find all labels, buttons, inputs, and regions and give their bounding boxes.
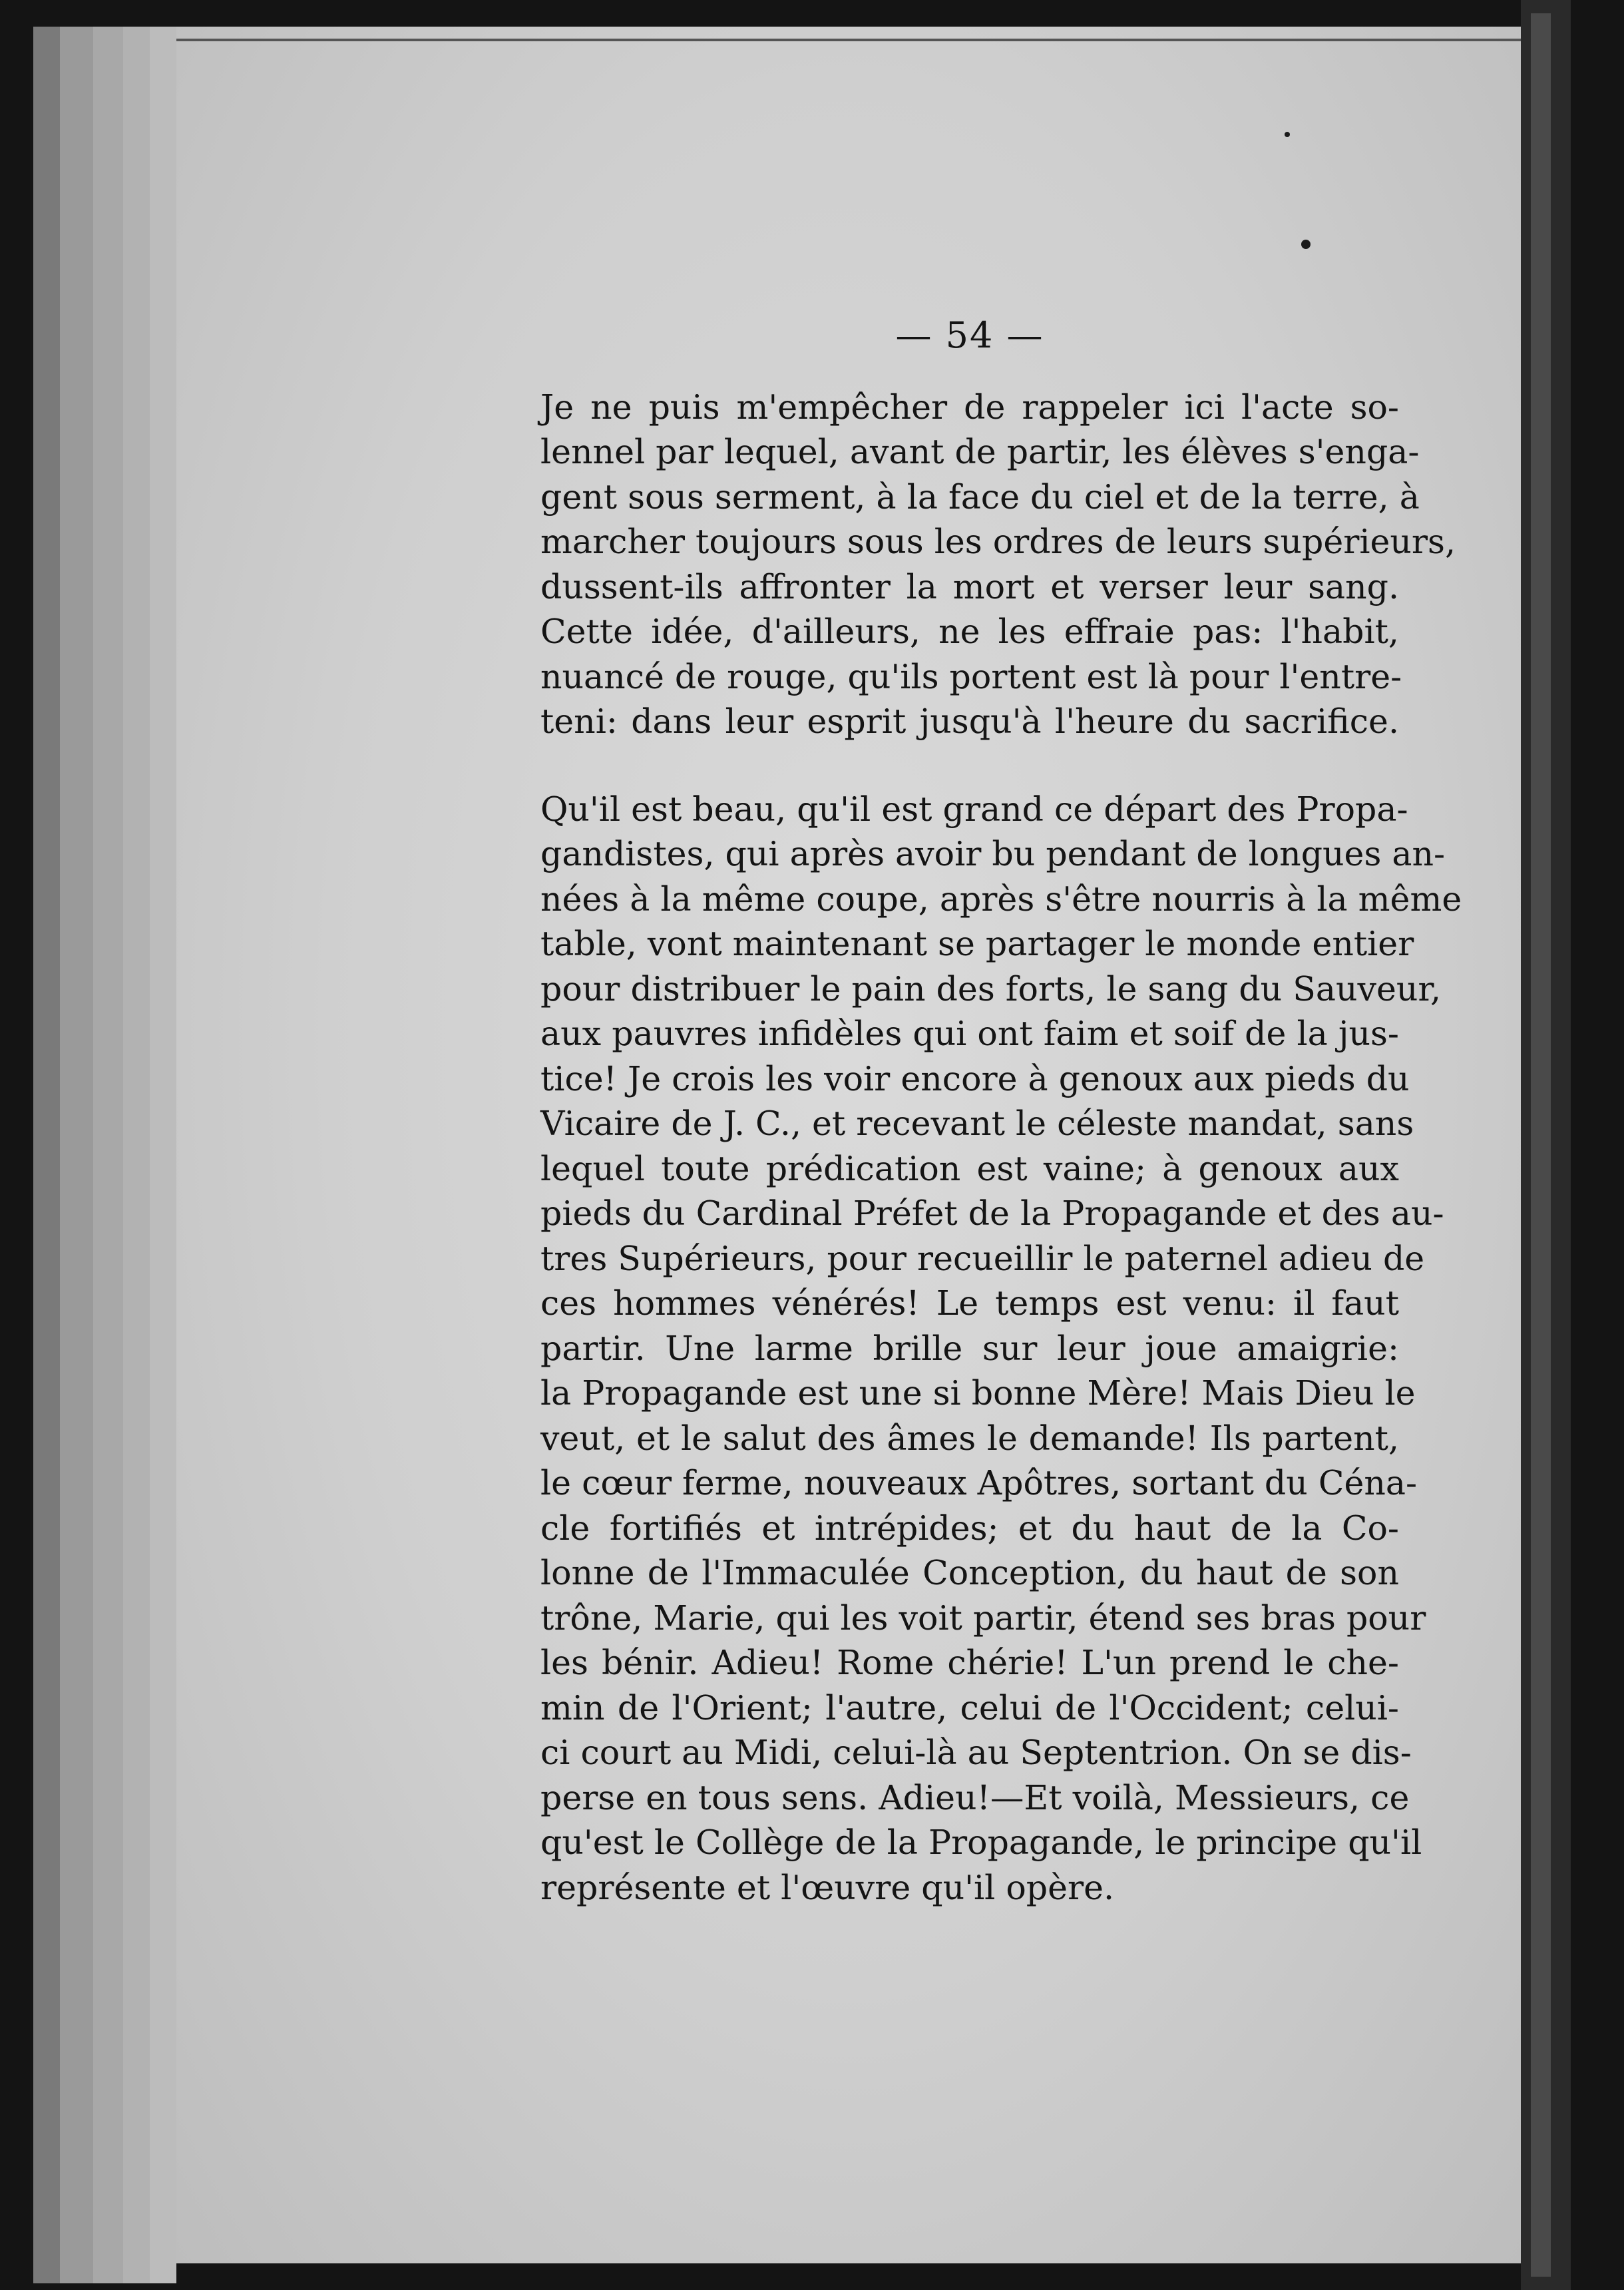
page-number: — 54 — [895,314,1044,356]
page-edge [33,27,60,2283]
page-edge [60,27,93,2283]
text-line: teni: dans leur esprit jusqu'à l'heure du sacrifice. [540,702,1399,741]
text-line: Qu'il est beau, qu'il est grand ce départ des Propa- [540,789,1408,829]
paragraph-1 [540,385,1456,744]
text-line: le cœur ferme, nouveaux Apôtres, sortant du Céna- [540,1463,1418,1502]
text-line: lonne de l'Immaculée Conception, du haut de son [540,1553,1399,1592]
text-line: nuancé de rouge, qu'ils portent est là pour l'entre- [540,656,1402,696]
page-edge [123,27,150,2283]
ink-speck [1301,240,1311,249]
page-edge [93,27,123,2283]
page-top-edge [176,39,1521,41]
text-line: tres Supérieurs, pour recueillir le paternel adieu de [540,1238,1425,1278]
ink-speck [1285,132,1290,137]
text-line: min de l'Orient; l'autre, celui de l'Occident; celui- [540,1688,1399,1727]
text-line: Vicaire de J. C., et recevant le céleste mandat, sans [540,1104,1414,1143]
text-line: perse en tous sens. Adieu!—Et voilà, Messieurs, ce [540,1777,1410,1817]
text-line: ces hommes vénérés! Le temps est venu: il faut [540,1283,1399,1323]
text-line: Je ne puis m'empêcher de rappeler ici l'acte so- [540,387,1399,427]
text-line: lequel toute prédication est vaine; à genoux aux [540,1148,1399,1188]
text-line: pour distribuer le pain des forts, le sang du Sauveur, [540,969,1442,1009]
text-line: Cette idée, d'ailleurs, ne les effraie pas: l'habit, [540,612,1399,651]
text-line: tice! Je crois les voir encore à genoux aux pieds du [540,1058,1410,1098]
text-line: ci court au Midi, celui-là au Septentrion. On se dis- [540,1733,1412,1772]
text-line: dussent-ils affronter la mort et verser leur sang. [540,567,1399,606]
text-line: représente et l'œuvre qu'il opère. [540,1867,1115,1907]
text-line: la Propagande est une si bonne Mère! Mais Dieu le [540,1373,1416,1413]
text-line: veut, et le salut des âmes le demande! Ils partent, [540,1418,1399,1458]
page-right-edge-inner [1531,13,1551,2277]
text-line: table, vont maintenant se partager le monde entier [540,924,1414,963]
text-line: partir. Une larme brille sur leur joue amaigrie: [540,1328,1399,1368]
paragraph-gap [540,744,1399,787]
text-line: les bénir. Adieu! Rome chérie! L'un prend le che- [540,1643,1399,1682]
text-line: gent sous serment, à la face du ciel et de la terre, à [540,477,1420,517]
text-line: aux pauvres infidèles qui ont faim et soif de la jus- [540,1014,1399,1053]
paragraph-2 [540,787,1462,1911]
text-line: cle fortifiés et intrépides; et du haut de la Co- [540,1508,1399,1548]
text-line: qu'est le Collège de la Propagande, le principe qu'il [540,1823,1422,1862]
page-text [540,313,1462,1910]
page-edge [150,27,176,2283]
text-line: trône, Marie, qui les voit partir, étend ses bras pour [540,1598,1426,1638]
text-line: gandistes, qui après avoir bu pendant de longues an- [540,834,1446,873]
text-line: marcher toujours sous les ordres de leurs supérieurs, [540,522,1456,561]
text-line: pieds du Cardinal Préfet de la Propagande et des au- [540,1194,1444,1233]
text-line: lennel par lequel, avant de partir, les élèves s'enga- [540,432,1420,471]
text-line: nées à la même coupe, après s'être nourris à la même [540,879,1462,919]
